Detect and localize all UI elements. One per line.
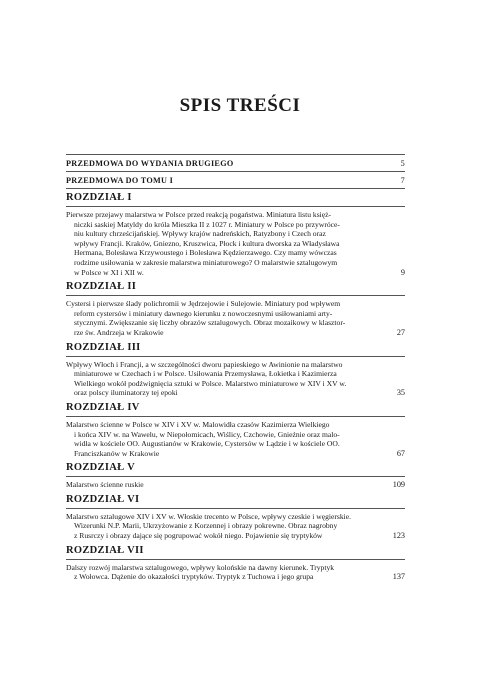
chapter-heading[interactable]: ROZDZIAŁ I (66, 192, 132, 203)
divider (66, 356, 405, 357)
entry-page: 67 (396, 448, 405, 458)
divider (66, 171, 405, 172)
description-line: Dalszy rozwój malarstwa sztalugowego, wpływy kolońskie na dawny kierunek. Tryptyk (66, 562, 335, 572)
description-line: miniaturowe w Czechach i w Polsce. Usiłowania Przemysława, Łokietka i Kazimierza (74, 369, 337, 379)
description-line: oraz polscy iluminatorzy tej epoki (74, 388, 178, 398)
entry-label: PRZEDMOWA DO WYDANIA DRUGIEGO (66, 159, 234, 168)
divider (66, 154, 405, 155)
page-title: SPIS TREŚCI (179, 95, 301, 116)
description-line: Malarstwo ścienne ruskie (66, 480, 144, 490)
chapter-description (66, 210, 405, 277)
description-line: Cystersi i pierwsze ślady polichromii w Jędrzejowie i Sulejowie. Miniatury pod wpływem (66, 299, 341, 309)
divider (66, 206, 405, 207)
description-line: niu kultury chrześcijańskiej. Wpływy krajów nadreńskich, Ratyzbony i Czech oraz (74, 229, 326, 239)
description-line: Hermana, Bolesława Krzywoustego i Bolesława Kędzierzawego. Czy mamy wówczas (74, 248, 337, 258)
description-line: niczki saskiej Matyldy do króla Mieszka II z 1027 r. Miniatury w Polsce po przywróce- (74, 219, 340, 229)
description-line: widła w kościele OO. Augustianów w Krakowie, Cystersów w Lądzie i w kościele OO. (74, 439, 340, 449)
description-line: i końca XIV w. na Wawelu, w Niepołomicach, Wiślicy, Czchowie, Gnieźnie oraz malo- (74, 429, 340, 439)
description-line: Malarstwo ścienne w Polsce w XIV i XV w. Malowidła czasów Kazimierza Wielkiego (66, 419, 330, 429)
description-line: w Polsce w XI i XII w. (74, 267, 144, 277)
chapter-description (66, 299, 405, 337)
description-line: reform cystersów i miniatury dawnego kierunku z nowoczesnymi usiłowaniami arty- (74, 308, 333, 318)
description-line: rze św. Andrzeja w Krakowie (74, 327, 164, 337)
entry-page: 137 (392, 572, 405, 582)
divider (66, 508, 405, 509)
table-of-contents (66, 152, 405, 586)
chapter-description (66, 420, 405, 458)
description-line: z Wołowca. Dążenie do okazałości tryptyków. Tryptyk z Tuchowa i jego grupa (74, 572, 314, 582)
entry-page: 35 (396, 388, 405, 398)
entry-page: 27 (396, 327, 405, 337)
divider (66, 188, 405, 189)
description-line: Pierwsze przejawy malarstwa w Polsce przed reakcją pogaństwa. Miniatura listu księż- (66, 210, 332, 219)
chapter-heading[interactable]: ROZDZIAŁ V (66, 462, 136, 474)
chapter-description (66, 480, 405, 490)
entry-label: PRZEDMOWA DO TOMU I (66, 176, 174, 185)
description-line: rodzime usiłowania w zakresie malarstwa miniaturowego? O malarstwie sztalugowym (74, 257, 338, 267)
entry-page: 7 (400, 176, 405, 185)
chapter-list (66, 192, 405, 582)
description-line: z Rusrczy i obrazy dające się pogrupować wokół niego. Pojawienie się tryptyków (74, 531, 323, 541)
entry-page: 109 (392, 480, 405, 490)
divider (66, 416, 405, 417)
chapter-heading[interactable]: ROZDZIAŁ III (66, 341, 141, 353)
entry-page: 5 (400, 159, 405, 168)
divider (66, 295, 405, 296)
description-line: Wielkiego wokół podźwignięcia sztuki w Polsce. Malarstwo miniaturowe w XIV i XV w. (74, 378, 347, 388)
chapter-description (66, 360, 405, 398)
divider (66, 476, 405, 477)
toc-entry-preface-1[interactable] (66, 175, 405, 186)
divider (66, 559, 405, 560)
entry-page: 123 (392, 531, 405, 541)
chapter-description (66, 563, 405, 582)
description-line: Malarstwo sztalugowe XIV i XV w. Włoskie trecento w Polsce, wpływy czeskie i węgierskie. (66, 511, 352, 521)
entry-page: 9 (400, 267, 405, 277)
description-line: wpływy Francji. Kraków, Gniezno, Kruszwica, Płock i kultura dworska za Władysława (74, 238, 340, 248)
toc-entry-preface-2[interactable] (66, 158, 405, 169)
chapter-heading[interactable]: ROZDZIAŁ IV (66, 401, 140, 413)
description-line: stycznymi. Zwiększanie się liczby obrazów sztalugowych. Obraz mozaikowy w klasztor- (74, 318, 346, 328)
description-line: Wpływy Włoch i Francji, a w szczególności dworu papieskiego w Awinionie na malarstwo (66, 359, 343, 369)
description-line: Franciszkanów w Krakowie (74, 448, 160, 458)
description-line: Wizerunki N.P. Marii, Ukrzyżowanie z Korzennej i obrazy pokrewne. Obraz nagrobny (74, 521, 338, 531)
chapter-heading[interactable]: ROZDZIAŁ VI (66, 493, 140, 505)
chapter-heading[interactable]: ROZDZIAŁ VII (66, 544, 144, 556)
chapter-description (66, 512, 405, 541)
chapter-heading[interactable]: ROZDZIAŁ II (66, 281, 137, 293)
